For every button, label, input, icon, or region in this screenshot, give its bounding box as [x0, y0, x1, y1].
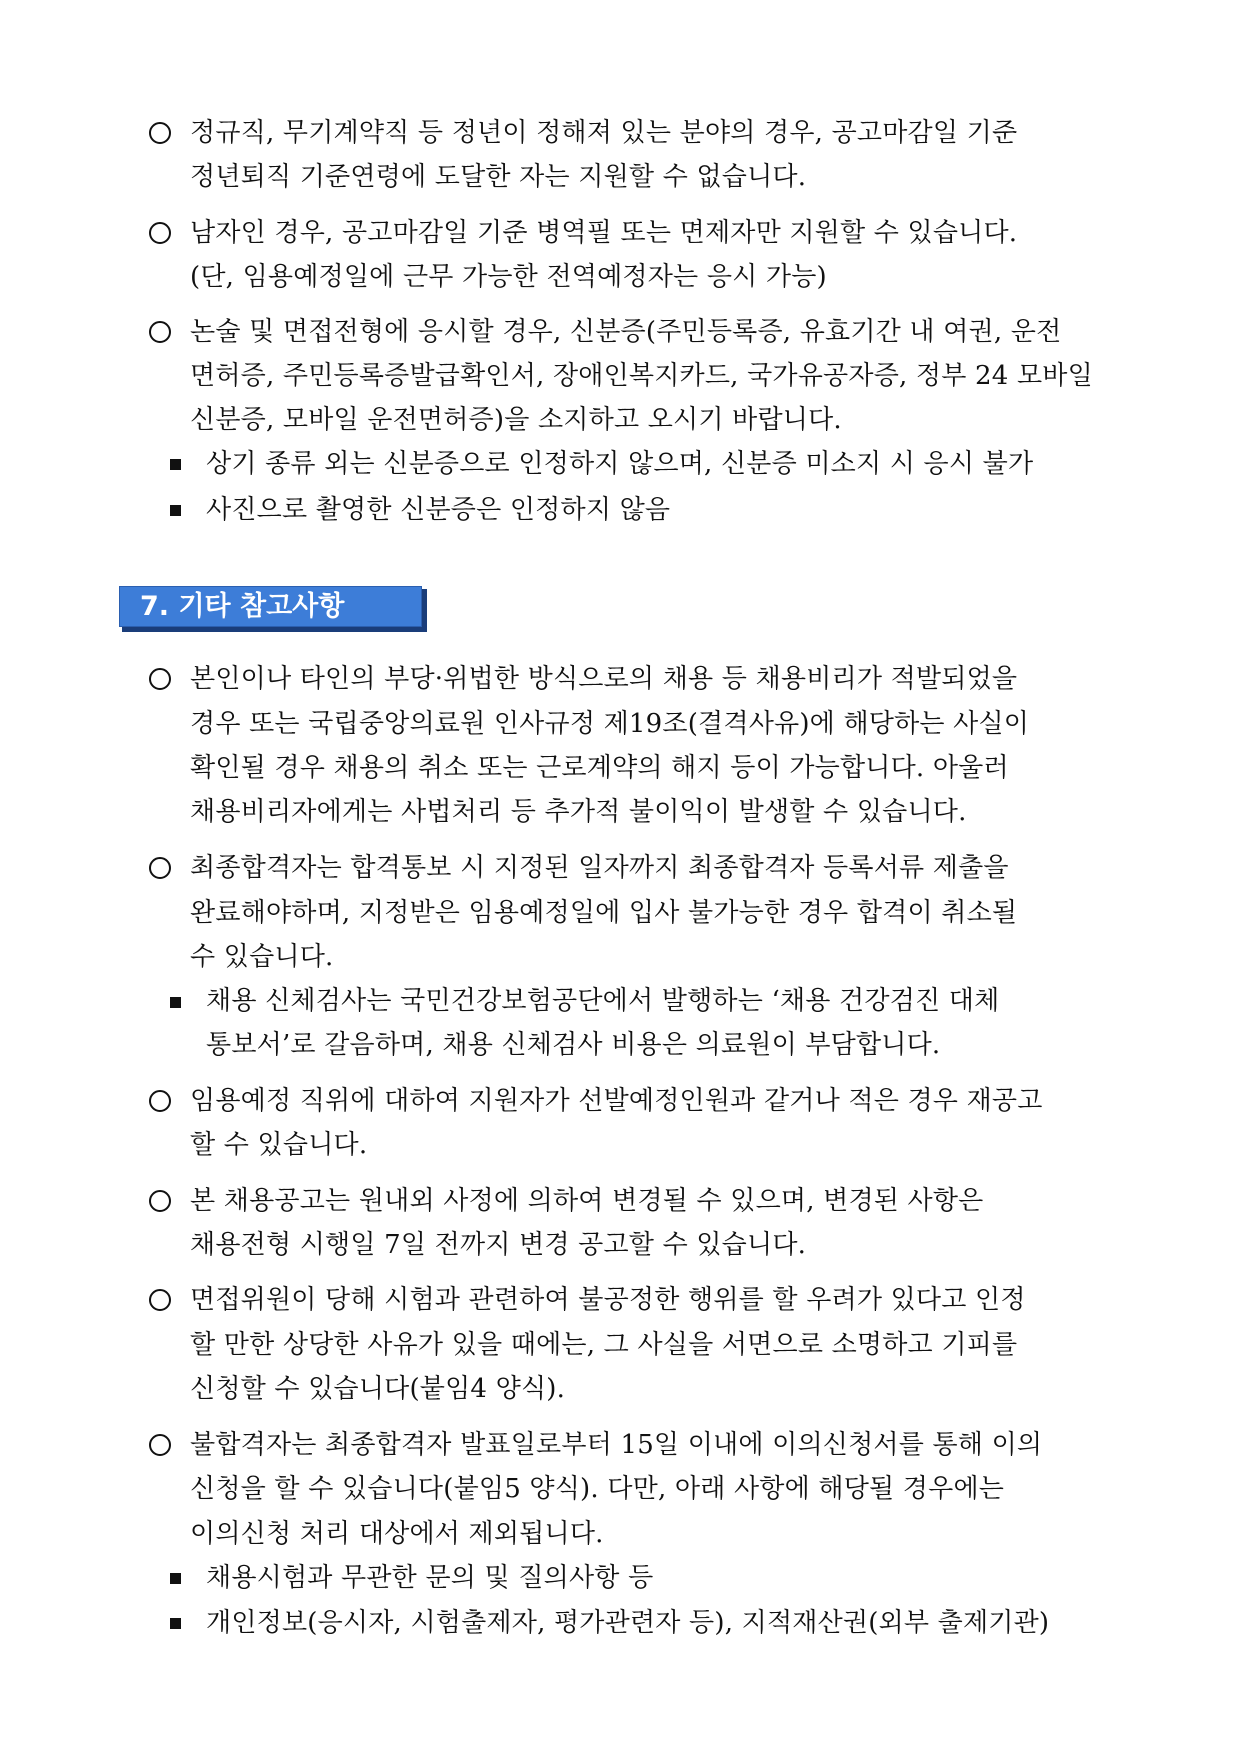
circle-bullet-icon [149, 122, 171, 144]
paragraph-line: 면허증, 주민등록증발급확인서, 장애인복지카드, 국가유공자증, 정부 24 모바일 [190, 361, 1093, 391]
sub-bullet-line: 통보서’로 갈음하며, 채용 신체검사 비용은 의료원이 부담합니다. [206, 1030, 941, 1060]
paragraph-line: 정규직, 무기계약직 등 정년이 정해져 있는 분야의 경우, 공고마감일 기준 [190, 118, 1018, 148]
paragraph-line: 논술 및 면접전형에 응시할 경우, 신분증(주민등록증, 유효기간 내 여권, 운전 [190, 317, 1062, 347]
paragraph-line: 채용전형 시행일 7일 전까지 변경 공고할 수 있습니다. [190, 1230, 807, 1260]
paragraph-line: 본 채용공고는 원내외 사정에 의하여 변경될 수 있으며, 변경된 사항은 [190, 1186, 984, 1216]
section-title: 7. 기타 참고사항 [140, 591, 345, 622]
paragraph-line: 신청을 할 수 있습니다(붙임5 양식). 다만, 아래 사항에 해당될 경우에는 [190, 1474, 1005, 1504]
section-heading [119, 586, 427, 632]
paragraph-line: 불합격자는 최종합격자 발표일로부터 15일 이내에 이의신청서를 통해 이의 [190, 1430, 1043, 1460]
sub-bullet-line: 개인정보(응시자, 시험출제자, 평가관련자 등), 지적재산권(외부 출제기관) [206, 1608, 1050, 1638]
paragraph-line: 면접위원이 당해 시험과 관련하여 불공정한 행위를 할 우려가 있다고 인정 [190, 1285, 1026, 1315]
sub-bullet-line: 상기 종류 외는 신분증으로 인정하지 않으며, 신분증 미소지 시 응시 불가 [206, 449, 1034, 479]
circle-bullet-icon [149, 321, 171, 343]
square-bullet-icon [170, 1573, 181, 1584]
paragraph-line: 할 수 있습니다. [190, 1130, 368, 1160]
paragraph-line: (단, 임용예정일에 근무 가능한 전역예정자는 응시 가능) [190, 262, 827, 292]
square-bullet-icon [170, 997, 181, 1008]
circle-bullet-icon [149, 1434, 171, 1456]
heading-box [119, 586, 422, 627]
sub-bullet-line: 사진으로 촬영한 신분증은 인정하지 않음 [206, 495, 671, 525]
paragraph-line: 남자인 경우, 공고마감일 기준 병역필 또는 면제자만 지원할 수 있습니다. [190, 218, 1018, 248]
square-bullet-icon [170, 459, 181, 470]
paragraph-line: 이의신청 처리 대상에서 제외됩니다. [190, 1519, 604, 1549]
paragraph-line: 할 만한 상당한 사유가 있을 때에는, 그 사실을 서면으로 소명하고 기피를 [190, 1330, 1018, 1360]
paragraph-line: 경우 또는 국립중앙의료원 인사규정 제19조(결격사유)에 해당하는 사실이 [190, 709, 1030, 739]
paragraph-line: 완료해야하며, 지정받은 임용예정일에 입사 불가능한 경우 합격이 취소될 [190, 898, 1018, 928]
circle-bullet-icon [149, 1289, 171, 1311]
paragraph-line: 임용예정 직위에 대하여 지원자가 선발예정인원과 같거나 적은 경우 재공고 [190, 1086, 1043, 1116]
paragraph-line: 정년퇴직 기준연령에 도달한 자는 지원할 수 없습니다. [190, 162, 807, 192]
paragraph-line: 본인이나 타인의 부당·위법한 방식으로의 채용 등 채용비리가 적발되었을 [190, 664, 1018, 694]
circle-bullet-icon [149, 222, 171, 244]
paragraph-line: 신분증, 모바일 운전면허증)을 소지하고 오시기 바랍니다. [190, 405, 842, 435]
circle-bullet-icon [149, 1090, 171, 1112]
sub-bullet-line: 채용시험과 무관한 문의 및 질의사항 등 [206, 1563, 654, 1593]
paragraph-line: 신청할 수 있습니다(붙임4 양식). [190, 1374, 566, 1404]
square-bullet-icon [170, 505, 181, 516]
paragraph-line: 최종합격자는 합격통보 시 지정된 일자까지 최종합격자 등록서류 제출을 [190, 853, 1009, 883]
sub-bullet-line: 채용 신체검사는 국민건강보험공단에서 발행하는 ‘채용 건강검진 대체 [206, 986, 1000, 1016]
paragraph-line: 수 있습니다. [190, 942, 334, 972]
paragraph-line: 확인될 경우 채용의 취소 또는 근로계약의 해지 등이 가능합니다. 아울러 [190, 753, 1009, 783]
paragraph-line: 채용비리자에게는 사법처리 등 추가적 불이익이 발생할 수 있습니다. [190, 797, 967, 827]
circle-bullet-icon [149, 668, 171, 690]
square-bullet-icon [170, 1618, 181, 1629]
circle-bullet-icon [149, 857, 171, 879]
circle-bullet-icon [149, 1190, 171, 1212]
